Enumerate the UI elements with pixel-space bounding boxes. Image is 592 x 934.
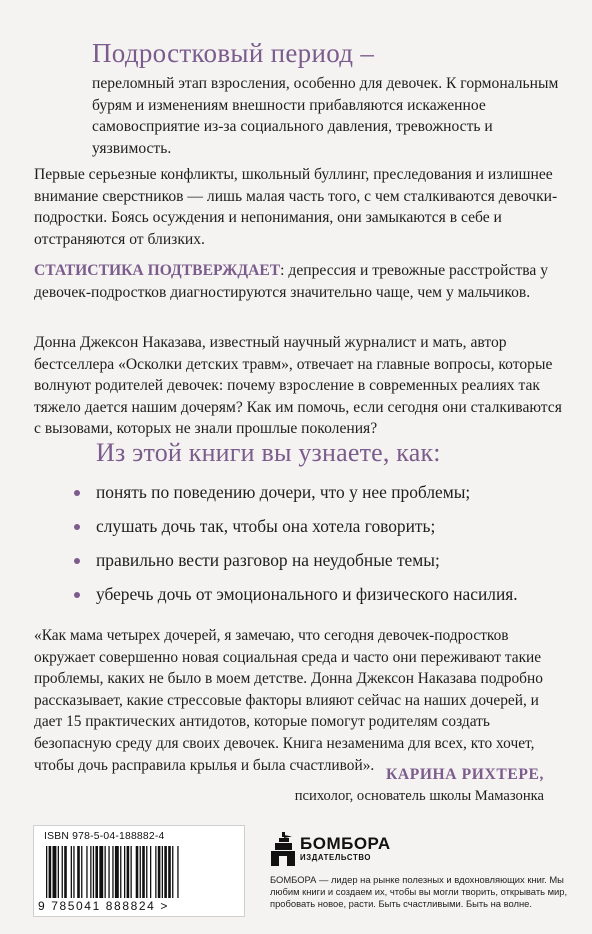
publisher-name: БОМБОРА xyxy=(300,834,391,853)
isbn-label: ISBN 978-5-04-188882-4 xyxy=(44,831,165,842)
list-item-text: слушать дочь так, чтобы она хотела говорить; xyxy=(96,516,436,536)
testimonial-author-role: психолог, основатель школы Мамазонка xyxy=(294,788,544,804)
statistics-paragraph xyxy=(34,260,562,303)
list-item xyxy=(74,481,544,504)
intro-title: Подростковый период – xyxy=(92,38,375,68)
list-item xyxy=(74,549,544,572)
learn-list xyxy=(74,481,544,617)
statistics-text: : депрессия и тревожные расстройства у девочек-подростков диагностируются значительно чаще, чем у мальчиков. xyxy=(34,262,549,301)
barcode xyxy=(33,825,245,917)
publisher-subtitle: ИЗДАТЕЛЬСТВО xyxy=(300,853,372,862)
author-intro-paragraph: Донна Джексон Наказава, известный научный журналист и мать, автор бестселлера «Осколки детских травм», отвечает на главные вопросы, которые волнуют родителей девочек: почему взросление в современных реалиях так тяжело дается нашим дочерям? Как им помочь, если сегодня они сталкиваются с вызовами, которых не знали прошлые поколения? xyxy=(34,334,562,438)
barcode-digits: 9 785041 888824 > xyxy=(38,899,169,913)
bullet-dot-icon xyxy=(74,558,80,564)
bullet-dot-icon xyxy=(74,592,80,598)
statistics-label: СТАТИСТИКА ПОДТВЕРЖДАЕТ xyxy=(34,262,281,279)
list-item xyxy=(74,583,544,606)
list-item-text: уберечь дочь от эмоционального и физического насилия. xyxy=(96,584,518,604)
conflicts-paragraph: Первые серьезные конфликты, школьный буллинг, преследования и излишнее внимание сверстников — лишь малая часть того, с чем сталкиваются девочки-подростки. Боясь осуждения и непонимания, они замыкаются в себе и отстраняются от близких. xyxy=(34,166,558,248)
list-item-text: правильно вести разговор на неудобные темы; xyxy=(96,550,440,570)
barcode-bars-icon xyxy=(46,846,232,898)
bullet-dot-icon xyxy=(74,490,80,496)
testimonial-author: КАРИНА РИХТЕРЕ, xyxy=(385,766,544,783)
list-item xyxy=(74,515,544,538)
bombora-logo-icon xyxy=(270,832,296,866)
intro-lead: переломный этап взросления, особенно для девочек. К гормональным бурям и изменениям внешности прибавляются искаженное самовосприятие из-за социального давления, тревожность и уязвимость. xyxy=(92,75,559,157)
publisher-tagline: БОМБОРА — лидер на рынке полезных и вдохновляющих книг. Мы любим книги и создаем их, чтобы вы могли творить, открывать мир, пробовать новое, расти. Быть счастливыми. Быть на волне. xyxy=(270,874,568,910)
bullet-dot-icon xyxy=(74,524,80,530)
learn-title: Из этой книги вы узнаете, как: xyxy=(96,438,441,467)
list-item-text: понять по поведению дочери, что у нее проблемы; xyxy=(96,482,471,502)
testimonial-quote: «Как мама четырех дочерей, я замечаю, что сегодня девочек-подростков окружает совершенно новая социальная среда и часто они переживают такие проблемы, каких не было в моем детстве. Донна Джексон Наказава подробно рассказывает, какие стрессовые факторы влияют сейчас на наших дочерей, и дает 15 практических антидотов, которые помогут родителям создать безопасную среду для своих девочек. Книга незаменима для всех, кто хочет, чтобы дочь расправила крылья и была счастливой». xyxy=(34,627,543,774)
